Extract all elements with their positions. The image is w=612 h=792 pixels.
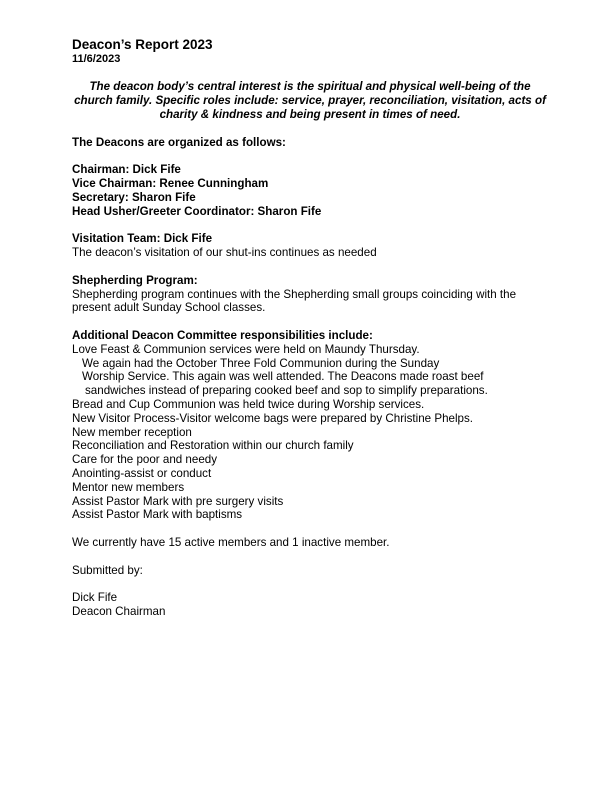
report-page (72, 37, 552, 619)
list-item: Care for the poor and needy (72, 453, 218, 467)
additional-heading: Additional Deacon Committee responsibilities include: (72, 328, 373, 342)
officer-vice-chairman: Vice Chairman: Renee Cunningham (72, 177, 269, 191)
report-title: Deacon’s Report 2023 (72, 37, 213, 52)
signer-title: Deacon Chairman (72, 604, 166, 618)
officer-head-usher: Head Usher/Greeter Coordinator: Sharon Fife (72, 204, 322, 218)
submitted-by-label: Submitted by: (72, 563, 143, 577)
list-item: Mentor new members (72, 480, 185, 494)
shepherding-heading: Shepherding Program: (72, 273, 198, 287)
organized-heading: The Deacons are organized as follows: (72, 135, 286, 149)
visitation-text: The deacon’s visitation of our shut-ins continues as needed (72, 246, 377, 260)
list-item: Reconciliation and Restoration within our church family (72, 439, 354, 453)
visitation-heading: Visitation Team: Dick Fife (72, 232, 213, 246)
list-item: Anointing-assist or conduct (72, 466, 212, 480)
list-item: Assist Pastor Mark with baptisms (72, 508, 243, 522)
report-date: 11/6/2023 (72, 53, 121, 65)
intro-statement: The deacon body’s central interest is the spiritual and physical well-being of the church family. Specific roles include: service, prayer, reconciliation, visitation, acts of charity & kindness and being present in times of need. (74, 80, 546, 121)
list-item: New member reception (72, 425, 192, 439)
list-item: New Visitor Process-Visitor welcome bags were prepared by Christine Phelps. (72, 411, 474, 425)
list-item: Worship Service. This again was well attended. The Deacons made roast beef (82, 370, 484, 384)
officer-chairman: Chairman: Dick Fife (72, 163, 181, 177)
list-item: Assist Pastor Mark with pre surgery visits (72, 494, 284, 508)
list-item: Bread and Cup Communion was held twice during Worship services. (72, 397, 425, 411)
shepherding-text: Shepherding program continues with the Shepherding small groups coinciding with the present adult Sunday School classes. (72, 287, 517, 315)
list-item: sandwiches instead of preparing cooked beef and sop to simplify preparations. (85, 384, 488, 398)
membership-count: We currently have 15 active members and 1 inactive member. (72, 535, 390, 549)
signer-name: Dick Fife (72, 591, 118, 605)
list-item: Love Feast & Communion services were held on Maundy Thursday. (72, 342, 420, 356)
officer-secretary: Secretary: Sharon Fife (72, 190, 196, 204)
list-item: We again had the October Three Fold Communion during the Sunday (82, 356, 440, 370)
